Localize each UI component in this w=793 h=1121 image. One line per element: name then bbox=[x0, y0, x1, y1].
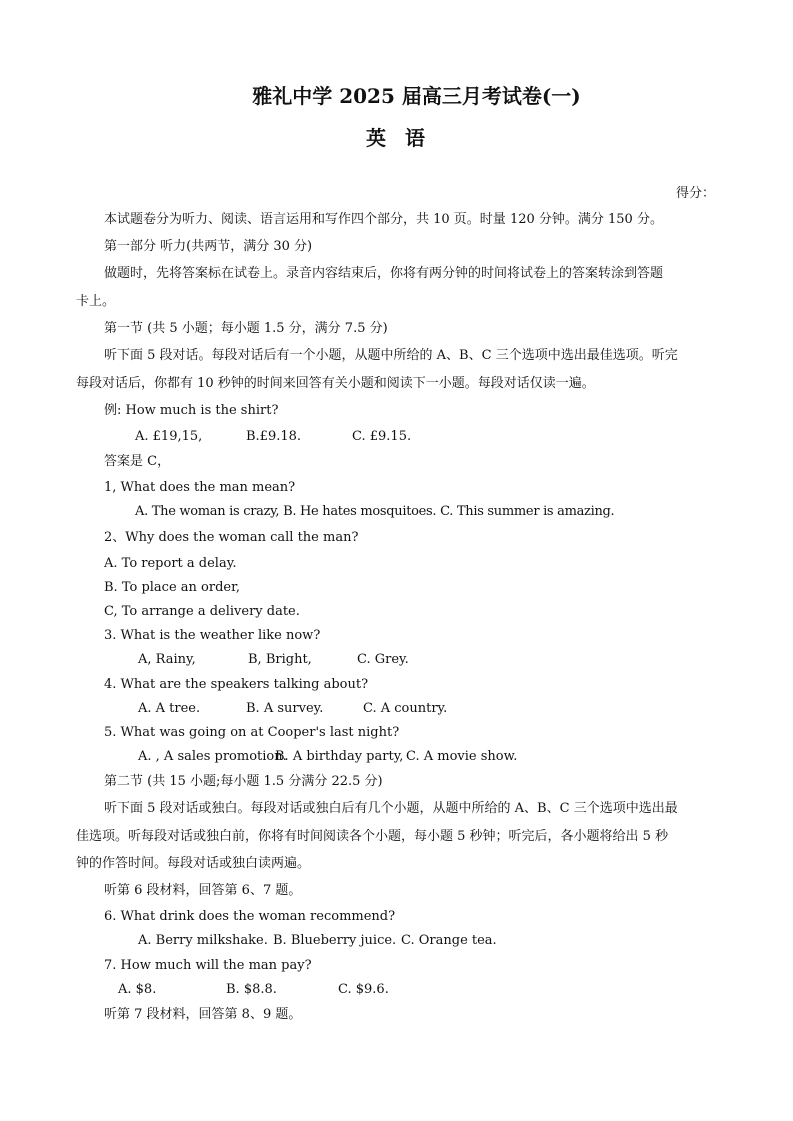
question-6-option-b: B. Blueberry juice. bbox=[273, 933, 397, 948]
question-3: 3. What is the weather like now? bbox=[104, 628, 321, 643]
question-1-options: A. The woman is crazy, B. He hates mosquitoes. C. This summer is amazing. bbox=[135, 504, 615, 519]
question-5: 5. What was going on at Cooper's last night? bbox=[104, 725, 400, 740]
question-2-option-b: B. To place an order, bbox=[104, 580, 241, 595]
question-5-option-b: B. A birthday party, bbox=[275, 749, 404, 764]
exam-title: 雅礼中学 2025 届高三月考试卷(一) bbox=[252, 84, 581, 108]
section2-instruction-line1: 听下面 5 段对话或独白。每段对话或独白后有几个小题，从题中所给的 A、B、C 三个选项中选出最 bbox=[104, 801, 678, 816]
example-option-c: C. £9.15. bbox=[352, 429, 412, 444]
question-6: 6. What drink does the woman recommend? bbox=[104, 909, 396, 924]
question-4: 4. What are the speakers talking about? bbox=[104, 677, 369, 692]
section2-title: 第二节 (共 15 小题;每小题 1.5 分满分 22.5 分) bbox=[104, 774, 383, 789]
material-6-heading: 听第 6 段材料，回答第 6、7 题。 bbox=[104, 883, 302, 898]
question-2-option-a: A. To report a delay. bbox=[104, 556, 237, 571]
question-7: 7. How much will the man pay? bbox=[104, 958, 312, 973]
exam-intro: 本试题卷分为听力、阅读、语言运用和写作四个部分，共 10 页。时量 120 分钟。满分 150 分。 bbox=[104, 212, 663, 227]
question-7-option-c: C. $9.6. bbox=[338, 982, 389, 997]
section2-instruction-line3: 钟的作答时间。每段对话或独白读两遍。 bbox=[76, 856, 311, 871]
section2-instruction-line2: 佳选项。听每段对话或独白前，你将有时间阅读各个小题，每小题 5 秒钟；听完后，各小题将给出 5 秒 bbox=[76, 829, 669, 844]
question-7-option-a: A. $8. bbox=[118, 982, 157, 997]
example-question: 例: How much is the shirt? bbox=[104, 403, 279, 418]
question-6-option-c: C. Orange tea. bbox=[401, 933, 497, 948]
section1-title: 第一节 (共 5 小题；每小题 1.5 分，满分 7.5 分) bbox=[104, 321, 388, 336]
score-label: 得分： bbox=[676, 186, 716, 201]
example-option-b: B.£9.18. bbox=[246, 429, 302, 444]
section1-instruction-line1: 听下面 5 段对话。每段对话后有一个小题，从题中所给的 A、B、C 三个选项中选出最佳选项。听完 bbox=[104, 348, 678, 363]
question-5-option-a: A. , A sales promotion. bbox=[138, 749, 287, 764]
question-2: 2、Why does the woman call the man? bbox=[104, 530, 359, 545]
question-1: 1, What does the man mean? bbox=[104, 480, 296, 495]
question-6-option-a: A. Berry milkshake. bbox=[138, 933, 268, 948]
subject-title: 英 语 bbox=[366, 126, 431, 150]
part1-instruction-line2: 卡上。 bbox=[76, 294, 116, 309]
question-4-option-a: A. A tree. bbox=[138, 701, 201, 716]
question-5-option-c: C. A movie show. bbox=[406, 749, 518, 764]
example-option-a: A. £19,15, bbox=[135, 429, 203, 444]
section1-instruction-line2: 每段对话后，你都有 10 秒钟的时间来回答有关小题和阅读下一小题。每段对话仅读一遍。 bbox=[76, 376, 595, 391]
question-4-option-c: C. A country. bbox=[363, 701, 448, 716]
question-2-option-c: C, To arrange a delivery date. bbox=[104, 604, 300, 619]
example-answer: 答案是 C， bbox=[104, 454, 171, 469]
question-7-option-b: B. $8.8. bbox=[226, 982, 277, 997]
material-7-heading: 听第 7 段材料，回答第 8、9 题。 bbox=[104, 1007, 302, 1022]
question-3-option-b: B, Bright, bbox=[248, 652, 312, 667]
question-3-option-c: C. Grey. bbox=[357, 652, 409, 667]
question-3-option-a: A, Rainy, bbox=[138, 652, 196, 667]
part1-instruction-line1: 做题时，先将答案标在试卷上。录音内容结束后，你将有两分钟的时间将试卷上的答案转涂到答题 bbox=[104, 266, 664, 281]
part1-title: 第一部分 听力(共两节，满分 30 分) bbox=[104, 239, 313, 254]
question-4-option-b: B. A survey. bbox=[246, 701, 324, 716]
